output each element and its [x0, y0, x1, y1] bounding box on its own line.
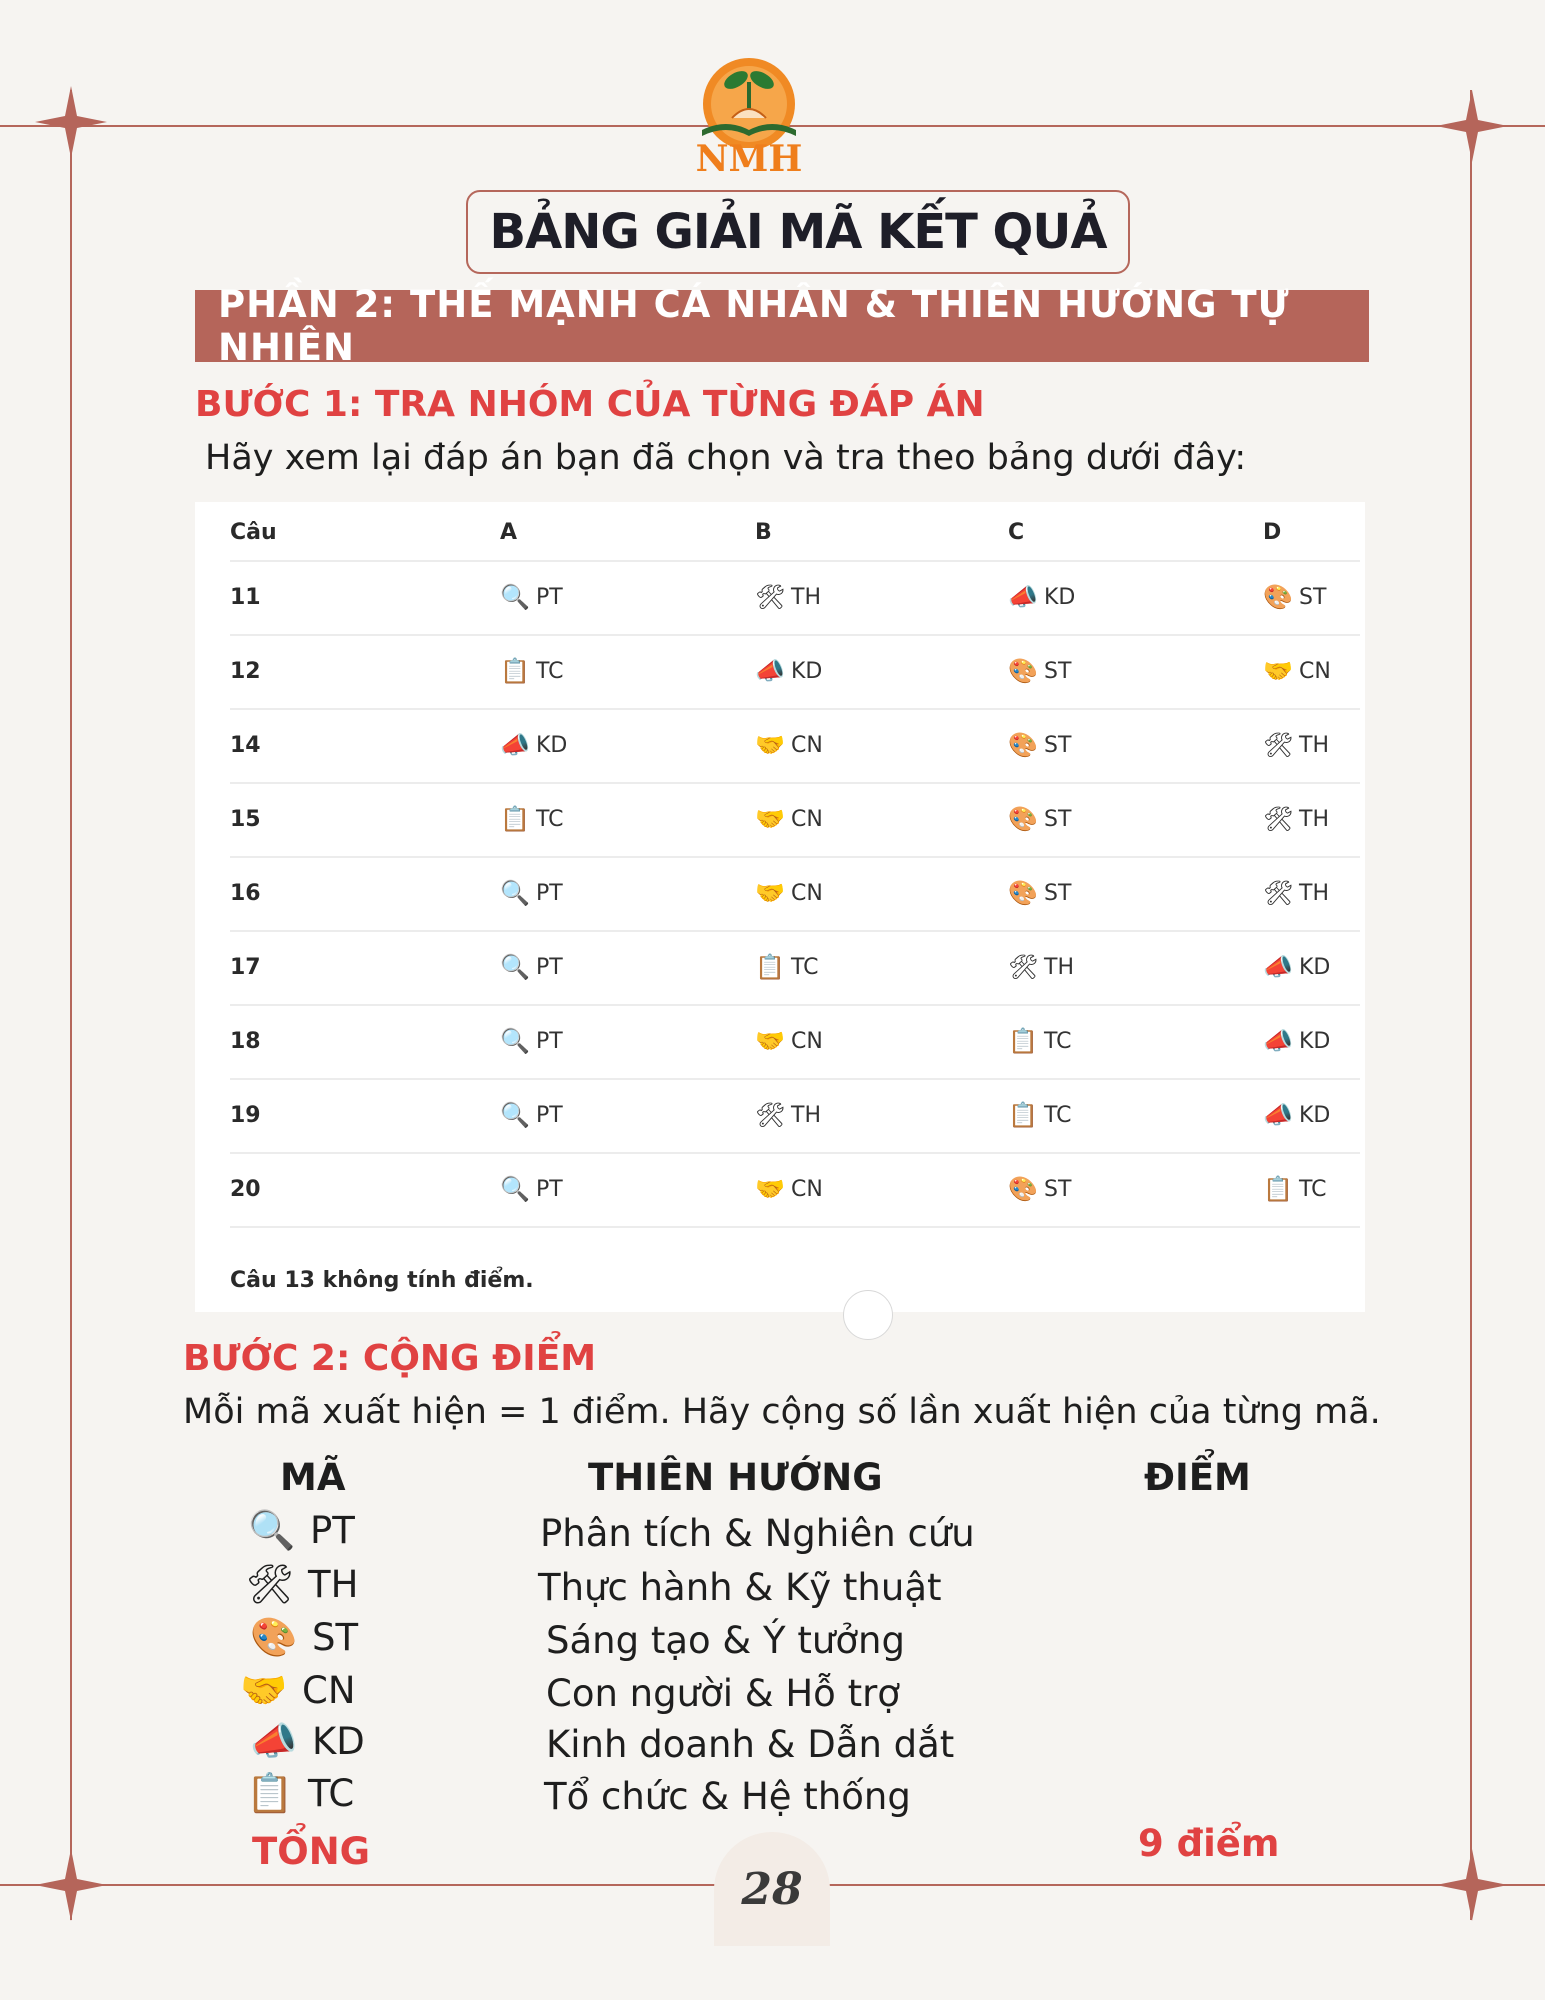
clipboard-icon: 📋	[246, 1771, 294, 1815]
answer-code: ST	[1044, 732, 1072, 758]
code-label: KD	[312, 1720, 365, 1763]
frame-right-line	[1470, 90, 1472, 1920]
answer-c-cell	[1008, 953, 1074, 981]
magnifier-icon: 🔍	[500, 583, 530, 611]
add-circle-icon	[843, 1290, 893, 1340]
answer-a-cell	[500, 1027, 563, 1055]
answer-c-cell	[1008, 1027, 1072, 1055]
clipboard-icon: 📋	[1008, 1027, 1038, 1055]
answer-c-cell	[1008, 1175, 1071, 1203]
megaphone-icon: 📣	[1263, 1101, 1293, 1129]
answer-code: KD	[1044, 584, 1076, 610]
question-number: 17	[230, 954, 261, 980]
answer-code: KD	[791, 658, 823, 684]
answer-c-cell	[1008, 805, 1071, 833]
megaphone-icon: 📣	[500, 731, 530, 759]
answer-c-cell	[1008, 583, 1075, 611]
answer-code: PT	[536, 880, 563, 906]
megaphone-icon: 📣	[1263, 953, 1293, 981]
logo-text: NMH	[695, 138, 803, 180]
code-row-pt	[248, 1508, 355, 1553]
palette-icon: 🎨	[1008, 805, 1038, 833]
answer-a-cell	[500, 953, 563, 981]
answer-d-cell	[1263, 583, 1326, 611]
orientation-label: Sáng tạo & Ý tưởng	[546, 1619, 905, 1662]
answer-code: CN	[791, 806, 823, 832]
palette-icon: 🎨	[1008, 731, 1038, 759]
section-banner: PHẦN 2: THẾ MẠNH CÁ NHÂN & THIÊN HƯỚNG TỰ NHIÊN	[195, 290, 1369, 362]
frame-left-line	[70, 90, 72, 1920]
answer-code: PT	[536, 1176, 563, 1202]
tools-icon: 🛠	[1008, 953, 1039, 981]
palette-icon: 🎨	[1008, 1175, 1038, 1203]
answer-b-cell	[755, 953, 819, 981]
answer-d-cell	[1263, 953, 1330, 981]
table-row	[230, 1004, 1360, 1080]
answer-code: TC	[536, 806, 564, 832]
corner-star-icon	[1436, 90, 1508, 162]
table-row	[230, 634, 1360, 710]
header-question: Câu	[230, 519, 277, 545]
question-number: 20	[230, 1176, 261, 1202]
tools-icon: 🛠	[1263, 731, 1294, 759]
code-label: PT	[310, 1509, 355, 1552]
answer-b-cell	[755, 583, 821, 611]
page-title: BẢNG GIẢI MÃ KẾT QUẢ	[466, 190, 1130, 274]
answer-b-cell	[755, 1101, 821, 1129]
handshake-icon: 🤝	[755, 879, 785, 907]
code-row-tc	[246, 1771, 354, 1816]
code-label: CN	[302, 1669, 356, 1712]
lookup-table	[195, 502, 1365, 1312]
magnifier-icon: 🔍	[248, 1508, 296, 1552]
answer-code: TH	[1044, 954, 1074, 980]
column-header-orientation: THIÊN HƯỚNG	[588, 1456, 883, 1499]
answer-code: ST	[1044, 880, 1072, 906]
step1-instruction: Hãy xem lại đáp án bạn đã chọn và tra theo bảng dưới đây:	[205, 438, 1247, 478]
answer-code: PT	[536, 1102, 563, 1128]
nmh-logo	[684, 52, 814, 180]
clipboard-icon: 📋	[500, 657, 530, 685]
table-row	[230, 856, 1360, 932]
answer-a-cell	[500, 657, 564, 685]
logo-emblem-icon	[684, 52, 814, 148]
question-number: 12	[230, 658, 261, 684]
answer-code: CN	[791, 732, 823, 758]
answer-code: TC	[1044, 1028, 1072, 1054]
code-label: TC	[308, 1772, 355, 1815]
handshake-icon: 🤝	[1263, 657, 1293, 685]
answer-c-cell	[1008, 879, 1071, 907]
answer-code: ST	[1044, 806, 1072, 832]
total-label: TỔNG	[252, 1830, 371, 1873]
clipboard-icon: 📋	[1263, 1175, 1293, 1203]
question-number: 19	[230, 1102, 261, 1128]
step1-title: BƯỚC 1: TRA NHÓM CỦA TỪNG ĐÁP ÁN	[195, 384, 985, 425]
handshake-icon: 🤝	[755, 805, 785, 833]
table-row	[230, 930, 1360, 1006]
corner-star-icon	[35, 1849, 107, 1921]
answer-code: TC	[536, 658, 564, 684]
handshake-icon: 🤝	[755, 731, 785, 759]
answer-code: ST	[1299, 584, 1327, 610]
tools-icon: 🛠	[1263, 879, 1294, 907]
orientation-label: Con người & Hỗ trợ	[546, 1672, 900, 1715]
header-c: C	[1008, 519, 1025, 545]
megaphone-icon: 📣	[755, 657, 785, 685]
table-row	[230, 708, 1360, 784]
table-row	[230, 782, 1360, 858]
answer-code: TC	[791, 954, 819, 980]
palette-icon: 🎨	[1008, 879, 1038, 907]
orientation-label: Thực hành & Kỹ thuật	[538, 1566, 942, 1609]
handshake-icon: 🤝	[755, 1175, 785, 1203]
answer-code: PT	[536, 1028, 563, 1054]
answer-d-cell	[1263, 1027, 1330, 1055]
step2-title: BƯỚC 2: CỘNG ĐIỂM	[183, 1338, 597, 1379]
magnifier-icon: 🔍	[500, 1101, 530, 1129]
answer-code: TH	[1299, 732, 1329, 758]
corner-star-icon	[1436, 1849, 1508, 1921]
palette-icon: 🎨	[1263, 583, 1293, 611]
table-row	[230, 560, 1360, 636]
magnifier-icon: 🔍	[500, 953, 530, 981]
answer-b-cell	[755, 657, 822, 685]
code-row-kd	[250, 1719, 365, 1764]
answer-b-cell	[755, 805, 823, 833]
magnifier-icon: 🔍	[500, 879, 530, 907]
answer-b-cell	[755, 731, 823, 759]
orientation-label: Tổ chức & Hệ thống	[544, 1775, 911, 1818]
answer-code: KD	[1299, 1102, 1331, 1128]
orientation-label: Phân tích & Nghiên cứu	[540, 1512, 975, 1555]
answer-a-cell	[500, 879, 563, 907]
answer-code: CN	[791, 1028, 823, 1054]
table-row	[230, 1078, 1360, 1154]
answer-d-cell	[1263, 805, 1329, 833]
header-a: A	[500, 519, 518, 545]
clipboard-icon: 📋	[500, 805, 530, 833]
answer-a-cell	[500, 583, 563, 611]
answer-code: TH	[791, 1102, 821, 1128]
code-row-st	[250, 1615, 358, 1660]
total-value: 9 điểm	[1138, 1822, 1280, 1865]
corner-star-icon	[35, 86, 107, 158]
question-number: 15	[230, 806, 261, 832]
answer-code: PT	[536, 954, 563, 980]
answer-c-cell	[1008, 1101, 1072, 1129]
table-header-row	[230, 504, 1360, 562]
code-row-cn	[240, 1668, 356, 1713]
answer-b-cell	[755, 1027, 823, 1055]
megaphone-icon: 📣	[1263, 1027, 1293, 1055]
answer-d-cell	[1263, 657, 1331, 685]
answer-code: KD	[1299, 1028, 1331, 1054]
code-label: ST	[312, 1616, 359, 1659]
handshake-icon: 🤝	[240, 1668, 288, 1712]
step2-instruction: Mỗi mã xuất hiện = 1 điểm. Hãy cộng số lần xuất hiện của từng mã.	[183, 1392, 1381, 1432]
header-d: D	[1263, 519, 1282, 545]
page-number: 28	[714, 1832, 830, 1946]
megaphone-icon: 📣	[250, 1719, 298, 1763]
magnifier-icon: 🔍	[500, 1027, 530, 1055]
answer-code: CN	[791, 1176, 823, 1202]
answer-a-cell	[500, 805, 564, 833]
column-header-code: MÃ	[280, 1456, 346, 1499]
answer-d-cell	[1263, 1175, 1327, 1203]
answer-b-cell	[755, 1175, 823, 1203]
palette-icon: 🎨	[1008, 657, 1038, 685]
answer-code: KD	[1299, 954, 1331, 980]
tools-icon: 🛠	[755, 1101, 786, 1129]
handshake-icon: 🤝	[755, 1027, 785, 1055]
answer-a-cell	[500, 1101, 563, 1129]
clipboard-icon: 📋	[755, 953, 785, 981]
header-b: B	[755, 519, 772, 545]
answer-a-cell	[500, 1175, 563, 1203]
answer-code: KD	[536, 732, 568, 758]
answer-code: TC	[1299, 1176, 1327, 1202]
answer-code: TC	[1044, 1102, 1072, 1128]
answer-code: TH	[791, 584, 821, 610]
answer-d-cell	[1263, 879, 1329, 907]
megaphone-icon: 📣	[1008, 583, 1038, 611]
answer-code: CN	[1299, 658, 1331, 684]
tools-icon: 🛠	[246, 1562, 295, 1606]
table-note: Câu 13 không tính điểm.	[230, 1268, 534, 1293]
clipboard-icon: 📋	[1008, 1101, 1038, 1129]
tools-icon: 🛠	[1263, 805, 1294, 833]
question-number: 11	[230, 584, 261, 610]
answer-a-cell	[500, 731, 567, 759]
answer-b-cell	[755, 879, 823, 907]
question-number: 16	[230, 880, 261, 906]
answer-code: PT	[536, 584, 563, 610]
question-number: 18	[230, 1028, 261, 1054]
question-number: 14	[230, 732, 261, 758]
magnifier-icon: 🔍	[500, 1175, 530, 1203]
answer-code: ST	[1044, 1176, 1072, 1202]
answer-code: TH	[1299, 880, 1329, 906]
palette-icon: 🎨	[250, 1615, 298, 1659]
answer-d-cell	[1263, 731, 1329, 759]
answer-d-cell	[1263, 1101, 1330, 1129]
tools-icon: 🛠	[755, 583, 786, 611]
answer-c-cell	[1008, 731, 1071, 759]
orientation-label: Kinh doanh & Dẫn dắt	[546, 1723, 955, 1766]
answer-code: ST	[1044, 658, 1072, 684]
answer-c-cell	[1008, 657, 1071, 685]
answer-code: CN	[791, 880, 823, 906]
code-label: TH	[308, 1563, 359, 1606]
answer-code: TH	[1299, 806, 1329, 832]
column-header-score: ĐIỂM	[1144, 1456, 1251, 1499]
table-row	[230, 1152, 1360, 1228]
code-row-th	[246, 1562, 358, 1607]
